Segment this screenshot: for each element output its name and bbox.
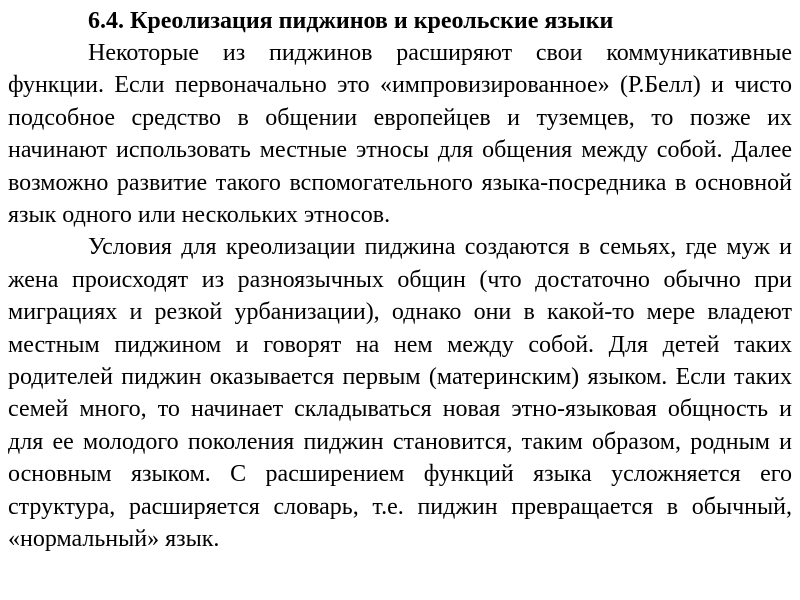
body-text — [8, 37, 792, 556]
paragraph-1: Некоторые из пиджинов расширяют свои коммуникативные функции. Если первоначально это «импровизированное» (Р.Белл) и чисто подсобное средство в общении европейцев и туземцев, то позже их начинают использовать местные этносы для общения между собой. Далее возможно развитие такого вспомогательного языка-посредника в основной язык одного или нескольких этносов. — [8, 40, 792, 229]
section-heading: 6.4. Креолизация пиджинов и креольские языки — [88, 8, 614, 34]
paragraph-2: Условия для креолизации пиджина создаются в семьях, где муж и жена происходят из разноязычных общин (что достаточно обычно при миграциях и резкой урбанизации), однако они в какой-то мере владеют местным пиджином и говорят на нем между собой. Для детей таких родителей пиджин оказывается первым (материнским) языком. Если таких семей много, то начинает складываться новая этно-языковая общность и для ее молодого поколения пиджин становится, таким образом, родным и основным языком. С расширением функций языка усложняется его структура, расширяется словарь, т.е. пиджин превращается в обычный, «нормальный» язык. — [8, 234, 792, 553]
